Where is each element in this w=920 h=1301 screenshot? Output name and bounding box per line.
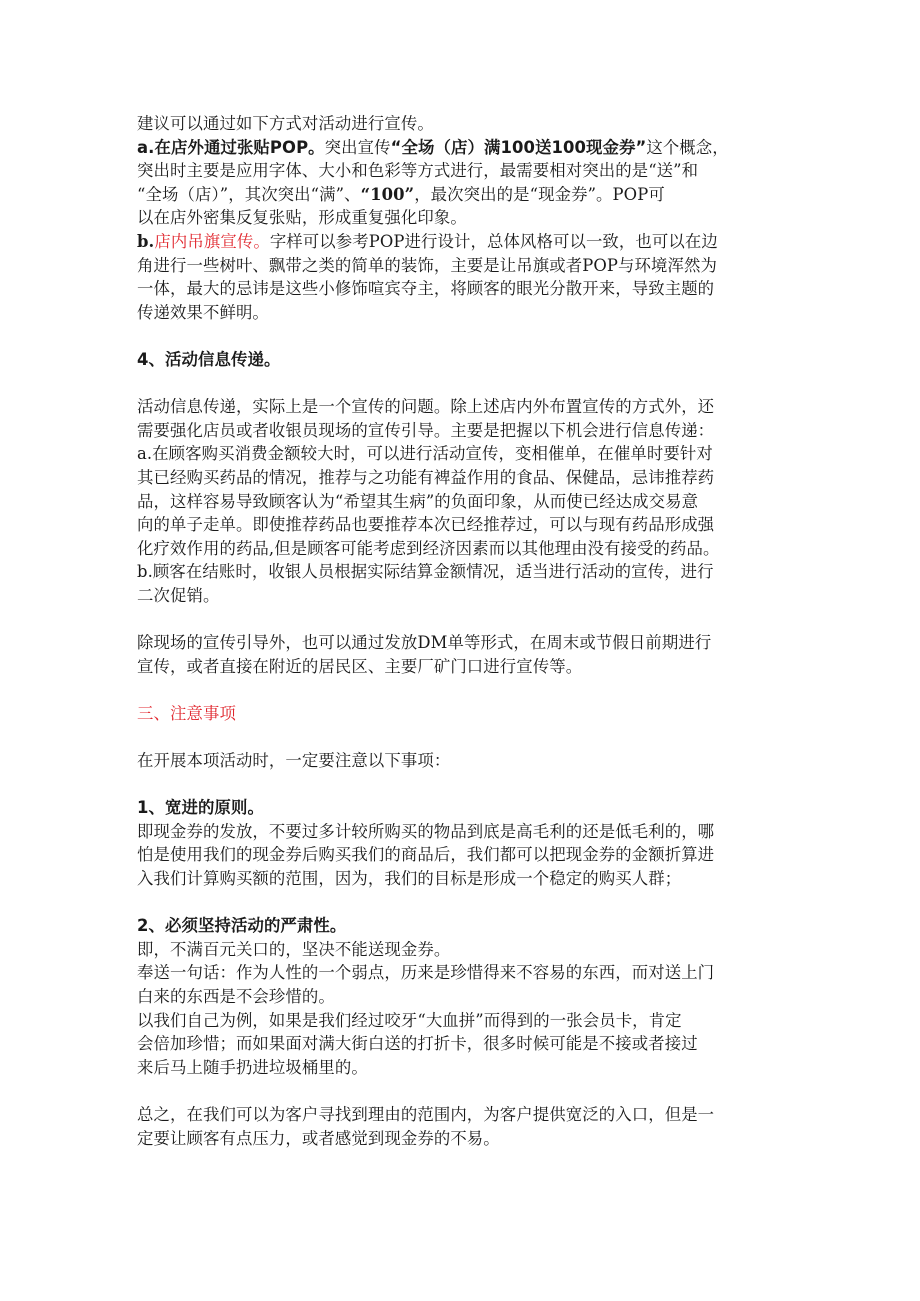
item-b-text: 字样可以参考POP进行设计，总体风格可以一致，也可以在边 (269, 231, 718, 251)
item-a-text: ，最次突出的是“现金券”。POP可 (414, 184, 665, 204)
point-2-line-6: 来后马上随手扔进垃圾桶里的。 (137, 1057, 368, 1077)
section-4-paragraph-line-2: 需要强化店员或者收银员现场的宣传引导。主要是把握以下机会进行信息传递： (137, 420, 715, 440)
item-a-line-1 (137, 136, 797, 160)
item-a-line-2: 突出时主要是应用字体、大小和色彩等方式进行，最需要相对突出的是“送”和 (137, 161, 699, 181)
section-4-b-line-1: b.顾客在结账时，收银人员根据实际结算金额情况，适当进行活动的宣传，进行 (137, 562, 714, 582)
section-4-a-line-5: 化疗效作用的药品,但是顾客可能考虑到经济因素而以其他理由没有接受的药品。 (137, 538, 720, 558)
item-a-bold-100: “100” (360, 184, 415, 204)
point-2-line-1: 即，不满百元关口的，坚决不能送现金券。 (137, 939, 451, 959)
section-4-b-line-2: 二次促销。 (137, 585, 220, 605)
item-b-line-3: 一体，最大的忌讳是这些小修饰喧宾夺主，将顾客的眼光分散开来，导致主题的 (137, 279, 715, 299)
item-a-line-3 (137, 183, 797, 207)
point-2-line-5: 会倍加珍惜；而如果面对满大街白送的打折卡，很多时候可能是不接或者接过 (137, 1034, 698, 1054)
section-4-a-line-4: 向的单子走单。即使推荐药品也要推荐本次已经推荐过，可以与现有药品形成强 (137, 515, 715, 535)
point-1-line-2: 怕是使用我们的现金券后购买我们的商品后，我们都可以把现金券的金额折算进 (137, 845, 715, 865)
item-b-prefix: b. (137, 231, 155, 251)
item-a-line-4: 以在店外密集反复张贴，形成重复强化印象。 (137, 208, 467, 228)
section-4-a-line-1: a.在顾客购买消费金额较大时，可以进行活动宣传，变相催单，在催单时要针对 (137, 444, 713, 464)
point-2-line-3: 白来的东西是不会珍惜的。 (137, 986, 335, 1006)
intro-line: 建议可以通过如下方式对活动进行宣传。 (137, 114, 434, 133)
section-4-paragraph-2-line-1: 除现场的宣传引导外，也可以通过发放DM单等形式，在周末或节假日前期进行 (137, 633, 712, 653)
point-2-line-4: 以我们自己为例，如果是我们经过咬牙“大血拼”而得到的一张会员卡，肯定 (137, 1010, 682, 1030)
summary-line-1: 总之，在我们可以为客户寻找到理由的范围内，为客户提供宽泛的入口，但是一 (137, 1104, 715, 1124)
item-a-slogan: “全场（店）满100送100现金券” (390, 137, 647, 157)
section-4-heading: 4、活动信息传递。 (137, 349, 281, 369)
document-page (137, 112, 797, 1150)
section-4-a-line-3: 品，这样容易导致顾客认为“希望其生病”的负面印象，从而使已经达成交易意 (137, 491, 699, 511)
point-1-heading: 1、宽进的原则。 (137, 798, 264, 818)
section-3-intro: 在开展本项活动时，一定要注意以下事项： (137, 751, 451, 771)
item-b-line-4: 传递效果不鲜明。 (137, 302, 269, 322)
point-2-heading: 2、必须坚持活动的严肃性。 (137, 916, 347, 936)
point-1-line-1: 即现金券的发放，不要过多计较所购买的物品到底是高毛利的还是低毛利的，哪 (137, 821, 715, 841)
item-a-lead: a.在店外通过张贴POP。 (137, 137, 325, 157)
section-4-a-line-2: 其已经购买药品的情况，推荐与之功能有裨益作用的食品、保健品，忌讳推荐药 (137, 467, 715, 487)
item-b-lead-red: 店内吊旗宣传。 (154, 231, 270, 251)
point-1-line-3: 入我们计算购买额的范围，因为，我们的目标是形成一个稳定的购买人群； (137, 869, 682, 888)
item-a-text: 这个概念， (646, 137, 729, 157)
item-b-line-1 (137, 230, 797, 254)
section-3-heading: 三、注意事项 (137, 703, 236, 723)
point-2-line-2: 奉送一句话：作为人性的一个弱点，历来是珍惜得来不容易的东西，而对送上门 (137, 963, 715, 983)
item-b-line-2: 角进行一些树叶、飘带之类的简单的装饰，主要是让吊旗或者POP与环境浑然为 (137, 255, 717, 275)
item-a-text: 突出宣传 (324, 137, 391, 157)
item-a-text: “全场（店）”，其次突出“满”、 (137, 184, 361, 204)
summary-line-2: 定要让顾客有点压力，或者感觉到现金券的不易。 (137, 1128, 500, 1148)
section-4-paragraph-2-line-2: 宣传，或者直接在附近的居民区、主要厂矿门口进行宣传等。 (137, 656, 583, 676)
section-4-paragraph-line-1: 活动信息传递，实际上是一个宣传的问题。除上述店内外布置宣传的方式外，还 (137, 397, 715, 417)
